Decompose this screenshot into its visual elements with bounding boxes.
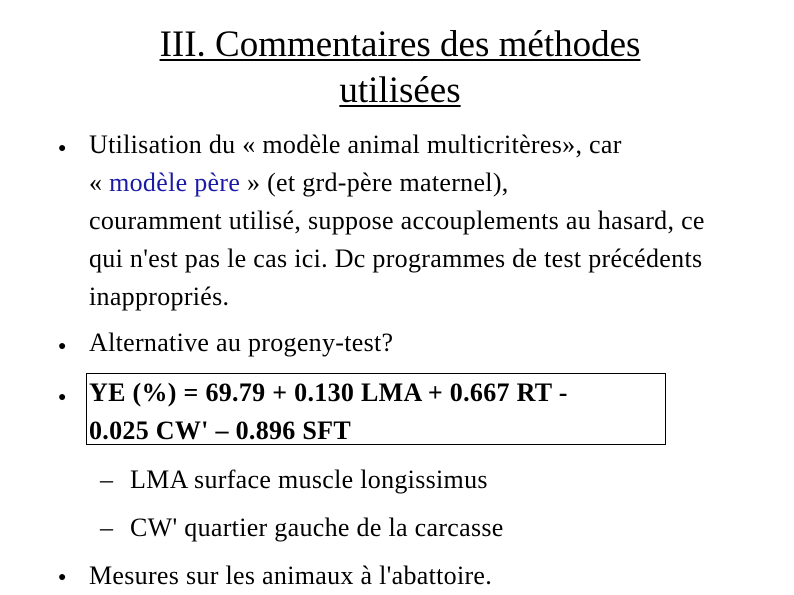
slide-title	[90, 22, 710, 114]
model-line-1: Utilisation du « modèle animal multicritères», car	[89, 130, 622, 159]
dash-icon: –	[100, 513, 113, 542]
slide-title-line-2: utilisées	[339, 70, 461, 111]
model-line-2-suffix: » (et grd-père maternel),	[240, 168, 509, 197]
equation-line-2: 0.025 CW' – 0.896 SFT	[89, 416, 351, 445]
equation-line-1: YE (%) = 69.79 + 0.130 LMA + 0.667 RT -	[89, 378, 568, 407]
dash-icon: –	[100, 465, 113, 494]
sub-item-cw: CW' quartier gauche de la carcasse	[130, 513, 504, 542]
bullet-text-alternative: Alternative au progeny-test?	[89, 328, 394, 357]
highlight-modele-pere: modèle père	[109, 168, 241, 197]
bullet-text-abattoir: Mesures sur les animaux à l'abattoire.	[89, 561, 493, 590]
bullet-icon: ●	[58, 339, 67, 354]
bullet-icon: ●	[58, 390, 67, 405]
slide-title-line-1: III. Commentaires des méthodes	[159, 24, 641, 65]
sub-item-lma: LMA surface muscle longissimus	[130, 465, 488, 494]
quote-open: «	[89, 168, 110, 197]
bullet-icon: ●	[58, 141, 67, 156]
bullet-text-model	[89, 126, 749, 316]
model-rest: couramment utilisé, suppose accouplements au hasard, ce qui n'est pas le cas ici. Dc programmes de test précédents inappropriés.	[89, 206, 705, 311]
bullet-icon: ●	[58, 570, 67, 585]
equation-text	[89, 374, 664, 450]
